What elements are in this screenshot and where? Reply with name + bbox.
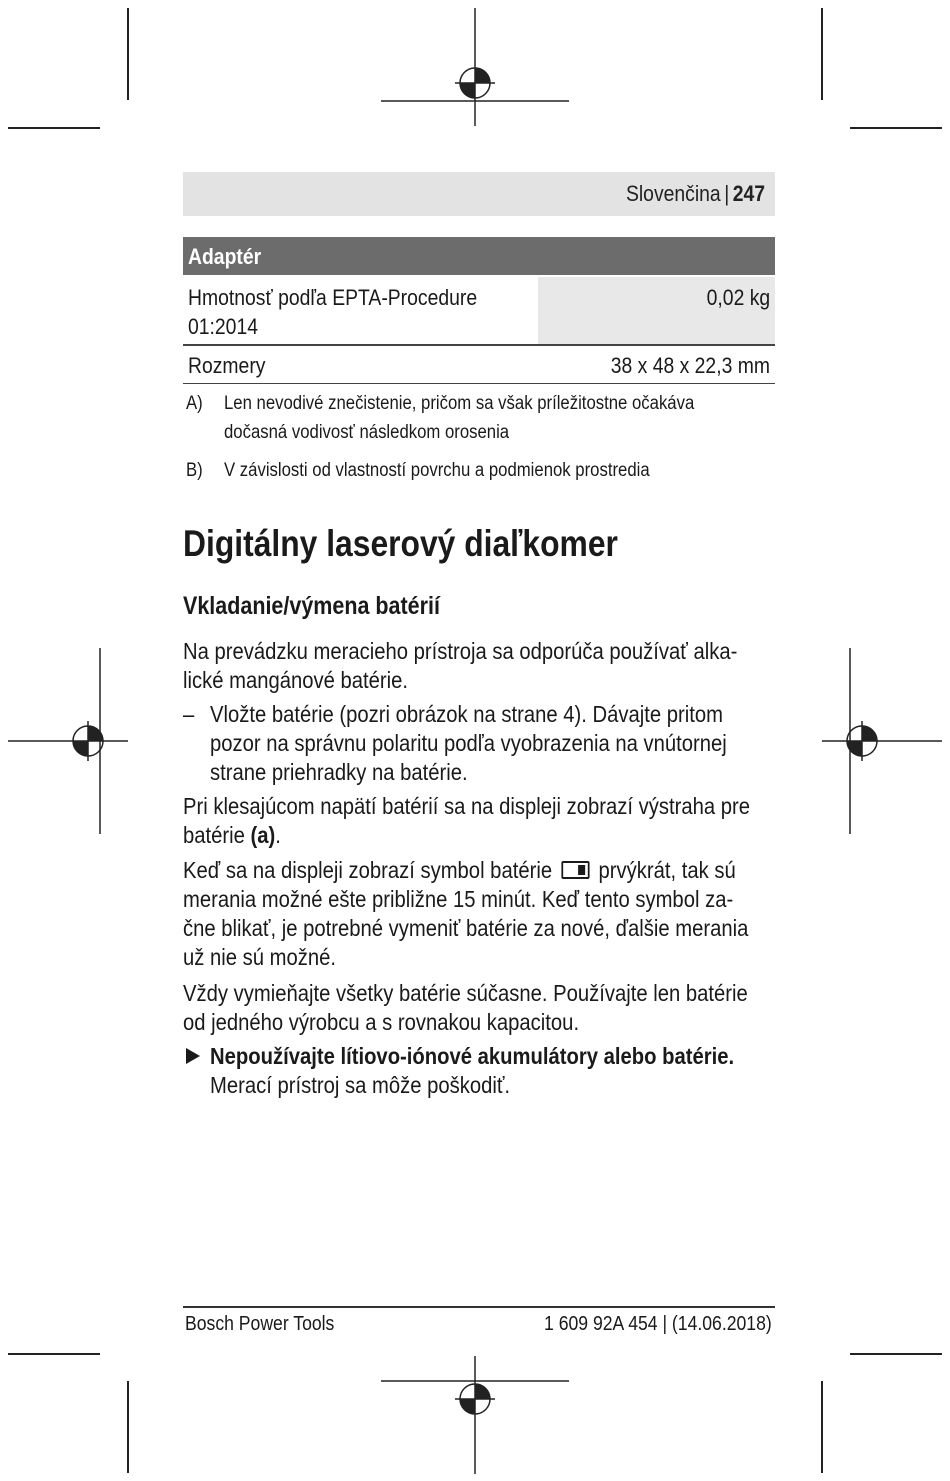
body-text-segment: prvýkrát, tak sú	[598, 857, 736, 883]
crop-mark	[850, 127, 942, 129]
header-separator: |	[724, 181, 730, 206]
body-text: Vložte batérie (pozri obrázok na strane 4). Dávajte pritom	[210, 701, 723, 727]
battery-low-icon	[561, 861, 589, 879]
footer-right: 1 609 92A 454 | (14.06.2018)	[544, 1313, 772, 1335]
body-text: merania možné ešte približne 15 minút. Keď tento symbol za-	[183, 886, 734, 912]
body-text-segment: .	[275, 822, 281, 848]
footnote-text: V závislosti od vlastností povrchu a podmienok prostredia	[224, 460, 650, 481]
footnote-mark: A)	[186, 393, 203, 414]
crop-mark	[127, 8, 129, 100]
crop-mark	[821, 1381, 823, 1473]
page-header	[183, 172, 775, 216]
body-text	[183, 820, 281, 850]
body-text: Merací prístroj sa môže poškodiť.	[210, 1072, 511, 1098]
crop-mark	[8, 1353, 100, 1355]
registration-mark-icon	[381, 8, 569, 126]
body-text: lické mangánové batérie.	[183, 667, 409, 693]
footer-divider	[183, 1306, 775, 1308]
body-text: čne blikať, je potrebné vymeniť batérie za nové, ďalšie merania	[183, 915, 749, 941]
section-title: Digitálny laserový diaľkomer	[183, 523, 618, 564]
table-divider	[183, 344, 775, 346]
body-text-segment: Keď sa na displeji zobrazí symbol batérie	[183, 857, 553, 883]
registration-mark-icon	[8, 648, 128, 834]
triangle-right-icon	[186, 1048, 200, 1064]
body-text: Vždy vymieňajte všetky batérie súčasne. Používajte len batérie	[183, 980, 748, 1006]
crop-mark	[8, 127, 100, 129]
table-row-label: Hmotnosť podľa EPTA-Procedure	[188, 285, 478, 310]
body-text: Pri klesajúcom napätí batérií sa na displeji zobrazí výstraha pre	[183, 793, 751, 819]
figure-reference: (a)	[250, 822, 276, 848]
footer-left: Bosch Power Tools	[185, 1313, 335, 1335]
body-text: pozor na správnu polaritu podľa vyobrazenia na vnútornej	[210, 730, 727, 756]
header-text	[626, 181, 765, 207]
body-text: strane priehradky na batérie.	[210, 759, 468, 785]
crop-mark	[850, 1353, 942, 1355]
warning-text: Nepoužívajte lítiovo-iónové akumulátory alebo batérie.	[210, 1043, 735, 1069]
registration-mark-icon	[381, 1356, 569, 1474]
adapter-table-heading	[183, 237, 775, 275]
body-text: od jedného výrobcu a s rovnakou kapacitou.	[183, 1009, 580, 1035]
body-text: už nie sú možné.	[183, 944, 337, 970]
table-divider	[183, 383, 775, 384]
body-text: Na prevádzku meracieho prístroja sa odporúča používať alka-	[183, 638, 738, 664]
table-row-value: 0,02 kg	[706, 285, 770, 310]
footnote-text: Len nevodivé znečistenie, pričom sa však príležitostne očakáva	[224, 393, 695, 414]
body-text	[183, 855, 736, 885]
section-subtitle: Vkladanie/výmena batérií	[183, 592, 440, 620]
table-row-value: 38 x 48 x 22,3 mm	[610, 353, 770, 378]
adapter-heading-text: Adaptér	[188, 244, 262, 269]
footnote-text: dočasná vodivosť následkom orosenia	[224, 422, 510, 443]
page-number: 247	[732, 181, 765, 206]
registration-mark-icon	[822, 648, 942, 834]
header-language: Slovenčina	[625, 181, 721, 206]
footnote-mark: B)	[186, 460, 203, 481]
table-row-label: 01:2014	[188, 314, 258, 339]
table-row-label: Rozmery	[188, 353, 266, 378]
dash-bullet: –	[183, 701, 195, 727]
crop-mark	[127, 1381, 129, 1473]
crop-mark	[821, 8, 823, 100]
body-text-segment: batérie	[183, 822, 251, 848]
